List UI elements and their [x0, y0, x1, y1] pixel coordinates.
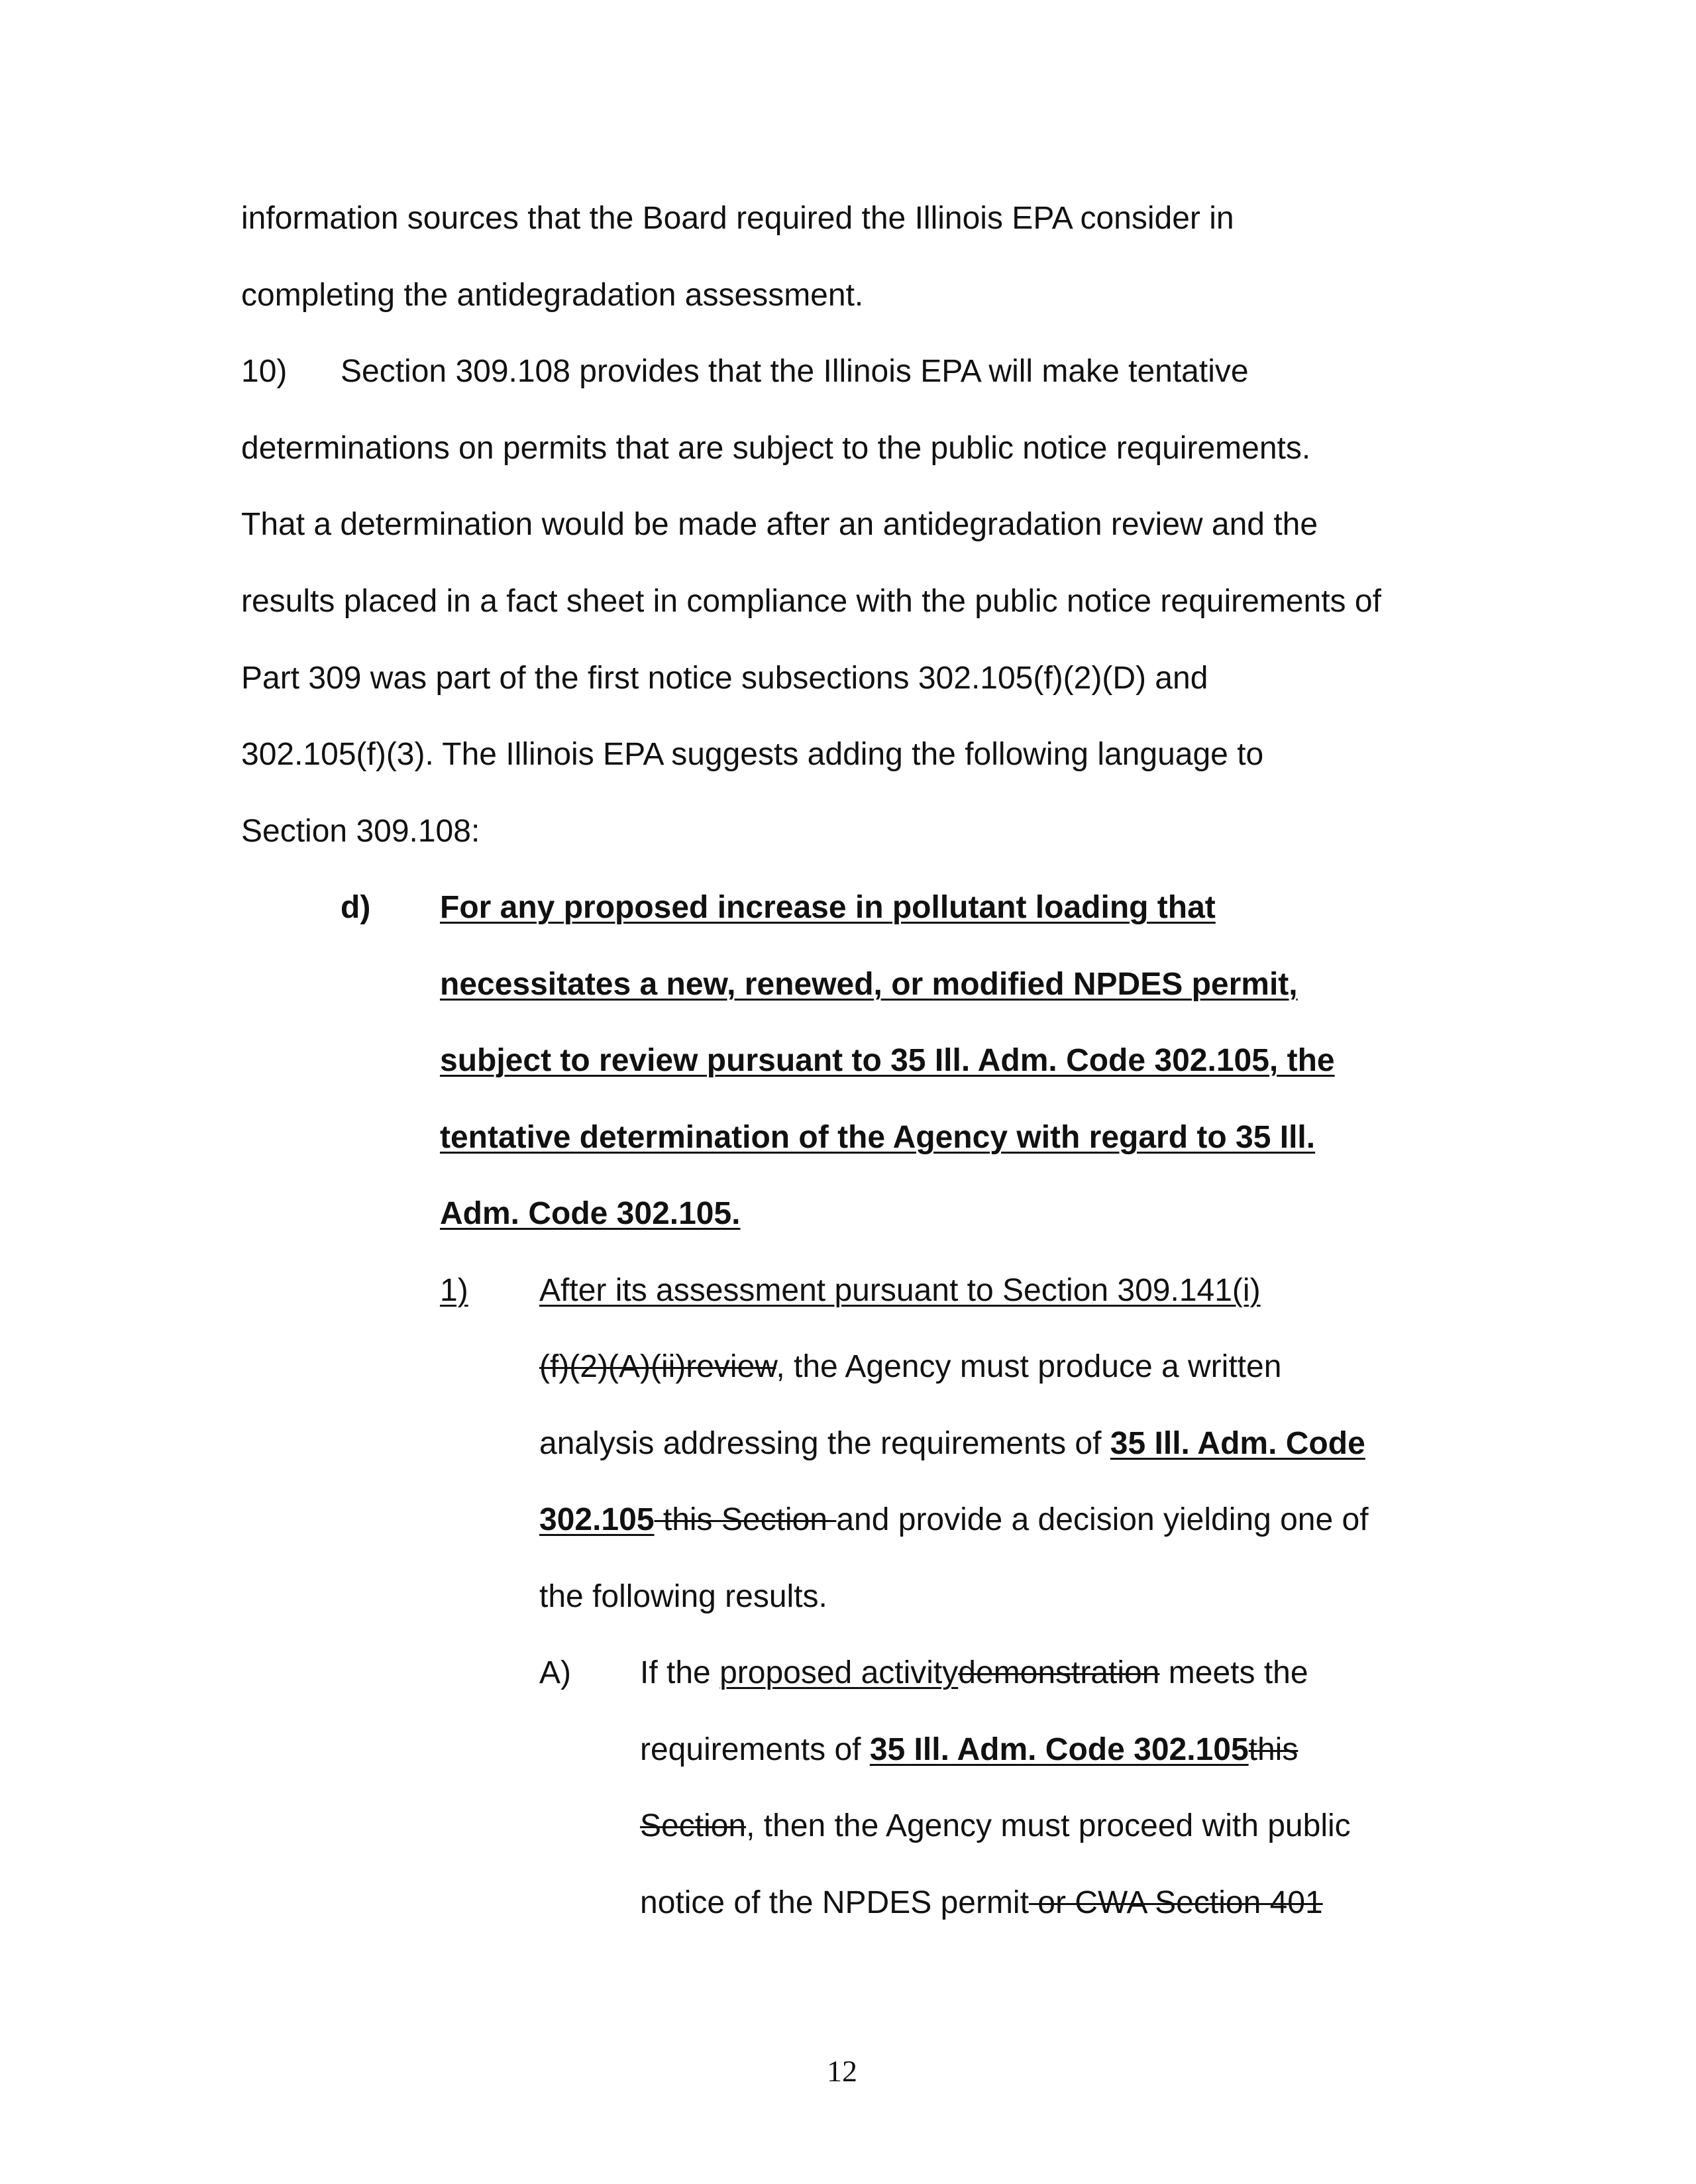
inserted-text-line: tentative determination of the Agency with regard to 35 Ill. — [440, 1120, 1316, 1155]
body-line: results placed in a fact sheet in compliance with the public notice requirements of — [241, 584, 1381, 619]
body-line: determinations on permits that are subject to the public notice requirements. — [241, 431, 1311, 466]
body-line: 302.105(f)(3). The Illinois EPA suggests adding the following language to — [241, 737, 1264, 772]
body-line: information sources that the Board required the Illinois EPA consider in — [241, 201, 1234, 236]
item-1-line — [539, 1428, 1365, 1460]
body-text: analysis addressing the requirements of — [539, 1426, 1110, 1461]
body-text: requirements of — [640, 1732, 870, 1767]
inserted-text: proposed activity — [719, 1655, 959, 1690]
struck-text: demonstration — [958, 1655, 1160, 1690]
item-A-line — [640, 1810, 1351, 1842]
item-A-line — [640, 1657, 1308, 1689]
struck-text: Section — [640, 1808, 747, 1843]
body-text: , the Agency must produce a written — [776, 1349, 1282, 1384]
body-text: and provide a decision yielding one of — [836, 1502, 1369, 1537]
body-line: Section 309.108: — [241, 814, 480, 849]
body-text: If the — [640, 1655, 720, 1690]
item-1-line: After its assessment pursuant to Section 309.141(i) — [539, 1273, 1261, 1308]
page-number: 12 — [827, 2054, 857, 2088]
item-A-line — [640, 1734, 1298, 1766]
struck-text: (f)(2)(A)(ii)review — [539, 1349, 776, 1384]
body-line: completing the antidegradation assessment. — [241, 278, 864, 313]
inserted-text: 35 Ill. Adm. Code — [1110, 1426, 1365, 1461]
inserted-text: 35 Ill. Adm. Code 302.105 — [869, 1732, 1249, 1767]
item-1-number: 1) — [440, 1273, 468, 1308]
item-1-line: the following results. — [539, 1579, 827, 1614]
body-text: meets the — [1159, 1655, 1308, 1690]
item-A-label: A) — [539, 1655, 571, 1690]
subsection-d-label: d) — [341, 890, 371, 925]
item-A-line — [640, 1887, 1323, 1919]
struck-text: this — [1248, 1732, 1298, 1767]
inserted-text-line: subject to review pursuant to 35 Ill. Adm. Code 302.105, the — [440, 1043, 1335, 1078]
body-text: notice of the NPDES permit — [640, 1885, 1029, 1920]
body-line: That a determination would be made after an antidegradation review and the — [241, 507, 1318, 542]
inserted-text-line: Adm. Code 302.105. — [440, 1196, 741, 1231]
body-line: Part 309 was part of the first notice subsections 302.105(f)(2)(D) and — [241, 661, 1208, 696]
item-10-number: 10) — [241, 354, 288, 389]
item-1-line — [539, 1351, 1281, 1383]
struck-text: or CWA Section 401 — [1028, 1885, 1323, 1920]
item-10-first-line: Section 309.108 provides that the Illinois EPA will make tentative — [341, 354, 1249, 389]
inserted-text-line: For any proposed increase in pollutant loading that — [440, 890, 1216, 925]
body-text: , then the Agency must proceed with public — [746, 1808, 1351, 1843]
inserted-text: 302.105 — [539, 1502, 655, 1537]
item-1-line — [539, 1504, 1369, 1536]
struck-text: this Section — [654, 1502, 837, 1537]
inserted-text-line: necessitates a new, renewed, or modified NPDES permit, — [440, 967, 1298, 1002]
